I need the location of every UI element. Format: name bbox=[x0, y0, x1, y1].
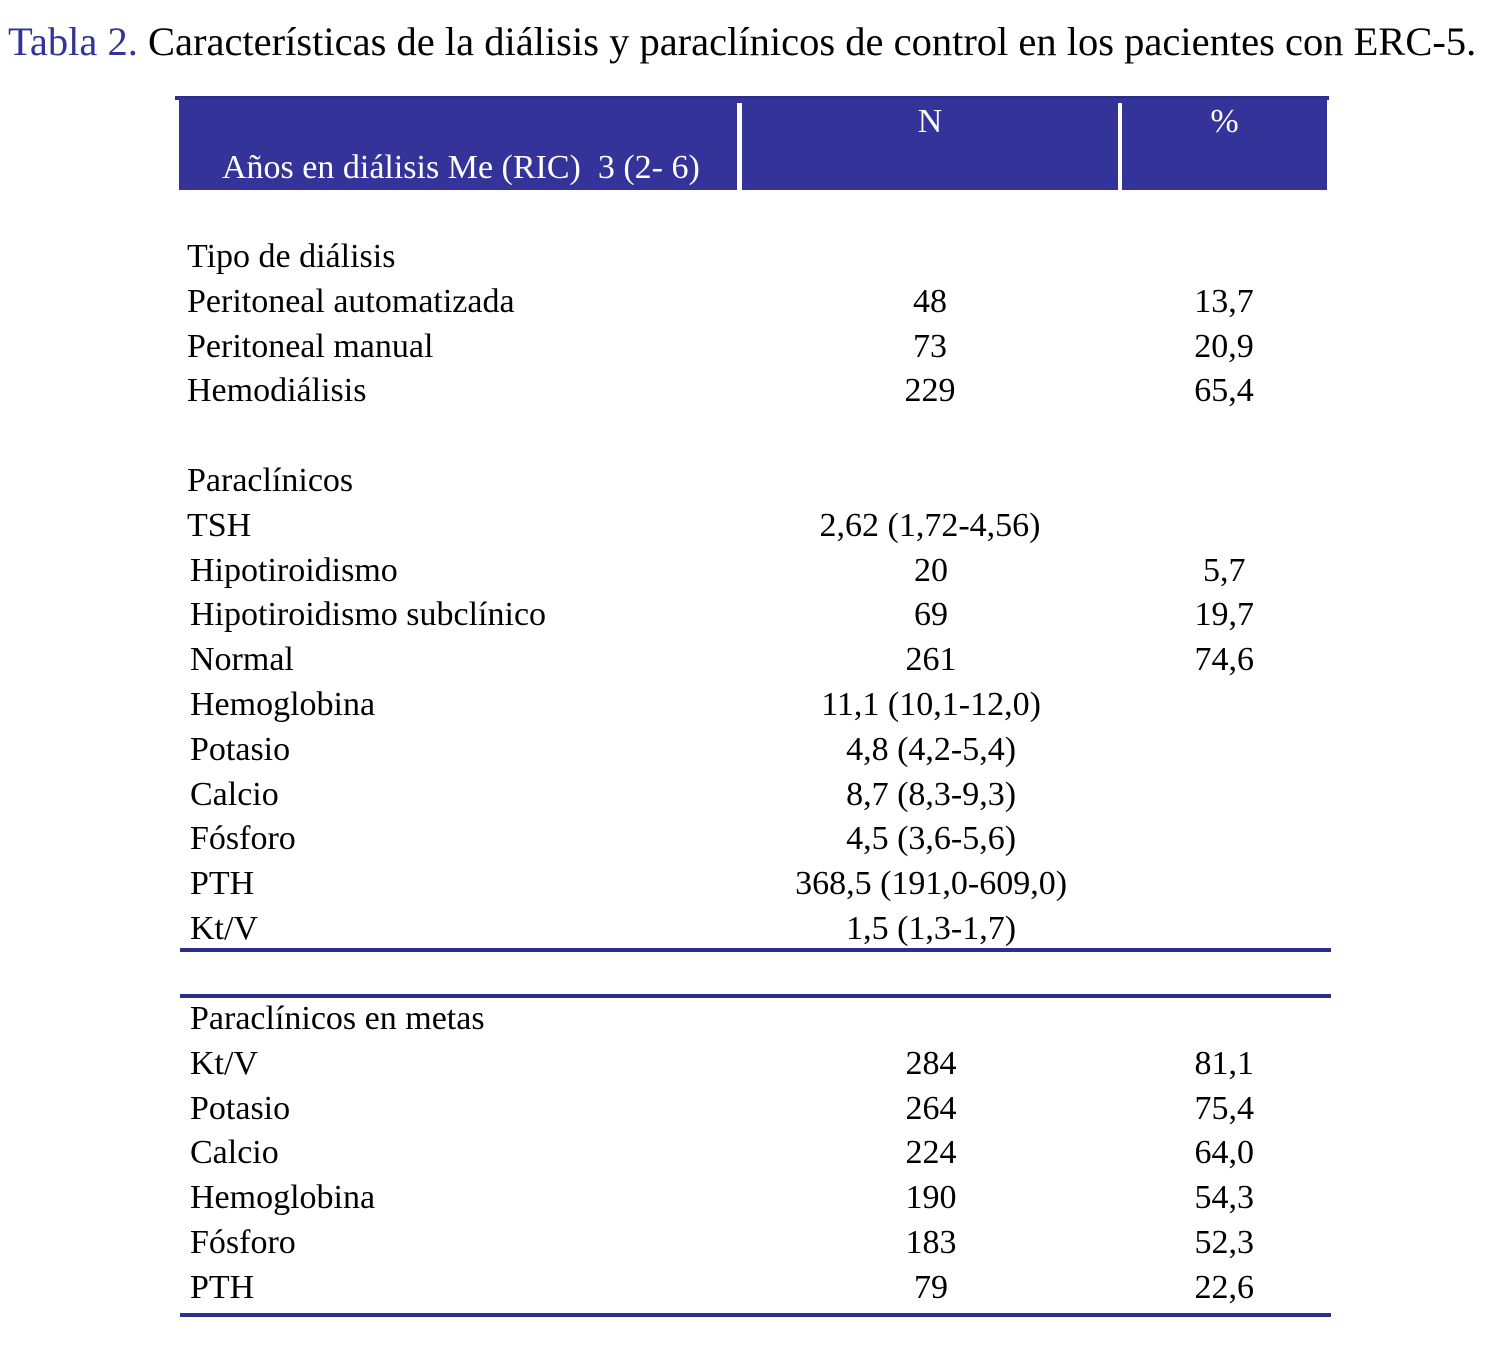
caption-text: Características de la diálisis y paraclínicos de control en los pacientes con ERC-5. bbox=[148, 19, 1477, 64]
table-row bbox=[180, 504, 1328, 549]
row-label: Calcio bbox=[190, 1134, 279, 1172]
table-body-goals bbox=[180, 997, 1328, 1311]
table-header bbox=[179, 98, 1327, 190]
row-label: Hipotiroidismo bbox=[190, 551, 398, 589]
row-label: TSH bbox=[187, 506, 252, 544]
row-n: 183 bbox=[905, 1223, 957, 1261]
row-pct: 52,3 bbox=[1194, 1223, 1255, 1261]
row-n: 48 bbox=[913, 282, 947, 320]
row-pct bbox=[1121, 817, 1328, 862]
row-n: 264 bbox=[905, 1089, 957, 1127]
table-row bbox=[183, 728, 1328, 773]
row-label: Kt/V bbox=[190, 909, 258, 947]
row-pct bbox=[1121, 773, 1328, 818]
row-n: 190 bbox=[905, 1179, 957, 1217]
row-pct: 22,6 bbox=[1194, 1268, 1255, 1306]
row-label: Fósforo bbox=[190, 1223, 296, 1261]
table-row bbox=[180, 280, 1328, 325]
table-row bbox=[183, 862, 1328, 907]
row-n: 4,5 (3,6-5,6) bbox=[846, 820, 1017, 858]
row-n: 73 bbox=[913, 327, 947, 365]
table-row bbox=[183, 1087, 1328, 1132]
section-row bbox=[180, 459, 1328, 504]
row-n: 8,7 (8,3-9,3) bbox=[846, 775, 1017, 813]
table-row bbox=[183, 638, 1328, 683]
row-pct bbox=[1121, 907, 1328, 952]
row-n: 224 bbox=[905, 1134, 957, 1172]
row-n: 261 bbox=[905, 641, 957, 679]
section-row bbox=[180, 235, 1328, 280]
row-n: 11,1 (10,1-12,0) bbox=[821, 685, 1041, 723]
table-row bbox=[183, 1266, 1328, 1311]
row-pct bbox=[1121, 862, 1328, 907]
table-row bbox=[183, 1221, 1328, 1266]
caption-label: Tabla 2. bbox=[8, 19, 138, 64]
table-row bbox=[183, 907, 1328, 952]
row-label: PTH bbox=[190, 1268, 255, 1306]
row-label: Peritoneal manual bbox=[187, 327, 434, 365]
table-row bbox=[183, 1042, 1328, 1087]
row-label: Hemoglobina bbox=[190, 1179, 376, 1217]
section-title: Tipo de diálisis bbox=[187, 238, 396, 275]
row-n: 229 bbox=[904, 372, 956, 410]
row-pct: 20,9 bbox=[1194, 327, 1254, 365]
row-n: 4,8 (4,2-5,4) bbox=[846, 730, 1017, 768]
row-label: Peritoneal automatizada bbox=[187, 282, 515, 320]
table-row bbox=[183, 549, 1328, 594]
table-caption bbox=[8, 18, 1476, 66]
table-body-main bbox=[180, 235, 1328, 952]
header-col-pct: % bbox=[1210, 103, 1239, 140]
section-row bbox=[183, 997, 1328, 1042]
row-pct: 5,7 bbox=[1203, 551, 1246, 589]
row-n: 79 bbox=[914, 1268, 949, 1306]
row-label: Hemoglobina bbox=[190, 685, 376, 723]
spacer-row bbox=[180, 414, 1328, 459]
row-pct: 13,7 bbox=[1194, 282, 1254, 320]
table-row bbox=[183, 593, 1328, 638]
header-label: Años en diálisis Me (RIC) 3 (2- 6) bbox=[222, 149, 700, 186]
row-label: Kt/V bbox=[190, 1044, 258, 1082]
table-row bbox=[183, 1176, 1328, 1221]
row-n: 284 bbox=[905, 1044, 957, 1082]
row-pct: 19,7 bbox=[1194, 596, 1255, 634]
row-pct: 75,4 bbox=[1194, 1089, 1255, 1127]
row-pct bbox=[1121, 683, 1328, 728]
row-n: 368,5 (191,0-609,0) bbox=[795, 865, 1068, 903]
row-pct bbox=[1121, 728, 1328, 773]
row-label: Hemodiálisis bbox=[187, 372, 367, 410]
row-label: Hipotiroidismo subclínico bbox=[190, 596, 547, 634]
table-row bbox=[180, 325, 1328, 370]
table-rule bbox=[180, 948, 1331, 952]
row-label: Fósforo bbox=[190, 820, 296, 858]
row-label: Potasio bbox=[190, 730, 291, 768]
row-pct: 74,6 bbox=[1194, 641, 1255, 679]
row-n: 20 bbox=[914, 551, 949, 589]
row-label: Normal bbox=[190, 641, 294, 679]
table-row bbox=[183, 683, 1328, 728]
table-row bbox=[180, 369, 1328, 414]
table-row bbox=[183, 817, 1328, 862]
row-pct bbox=[1120, 504, 1328, 549]
row-label: Potasio bbox=[190, 1089, 291, 1127]
table-rule bbox=[180, 1313, 1331, 1317]
row-n: 1,5 (1,3-1,7) bbox=[846, 909, 1017, 947]
row-pct: 64,0 bbox=[1194, 1134, 1255, 1172]
row-pct: 65,4 bbox=[1194, 372, 1254, 410]
row-n: 69 bbox=[914, 596, 949, 634]
row-n: 2,62 (1,72-4,56) bbox=[819, 506, 1041, 544]
table-row bbox=[183, 773, 1328, 818]
row-label: PTH bbox=[190, 865, 255, 903]
section-title: Paraclínicos bbox=[187, 461, 354, 499]
table-row bbox=[183, 1131, 1328, 1176]
header-col-n: N bbox=[917, 103, 943, 140]
row-pct: 81,1 bbox=[1194, 1044, 1255, 1082]
row-label: Calcio bbox=[190, 775, 279, 813]
section-title: Paraclínicos en metas bbox=[190, 1000, 485, 1037]
row-pct: 54,3 bbox=[1194, 1179, 1255, 1217]
